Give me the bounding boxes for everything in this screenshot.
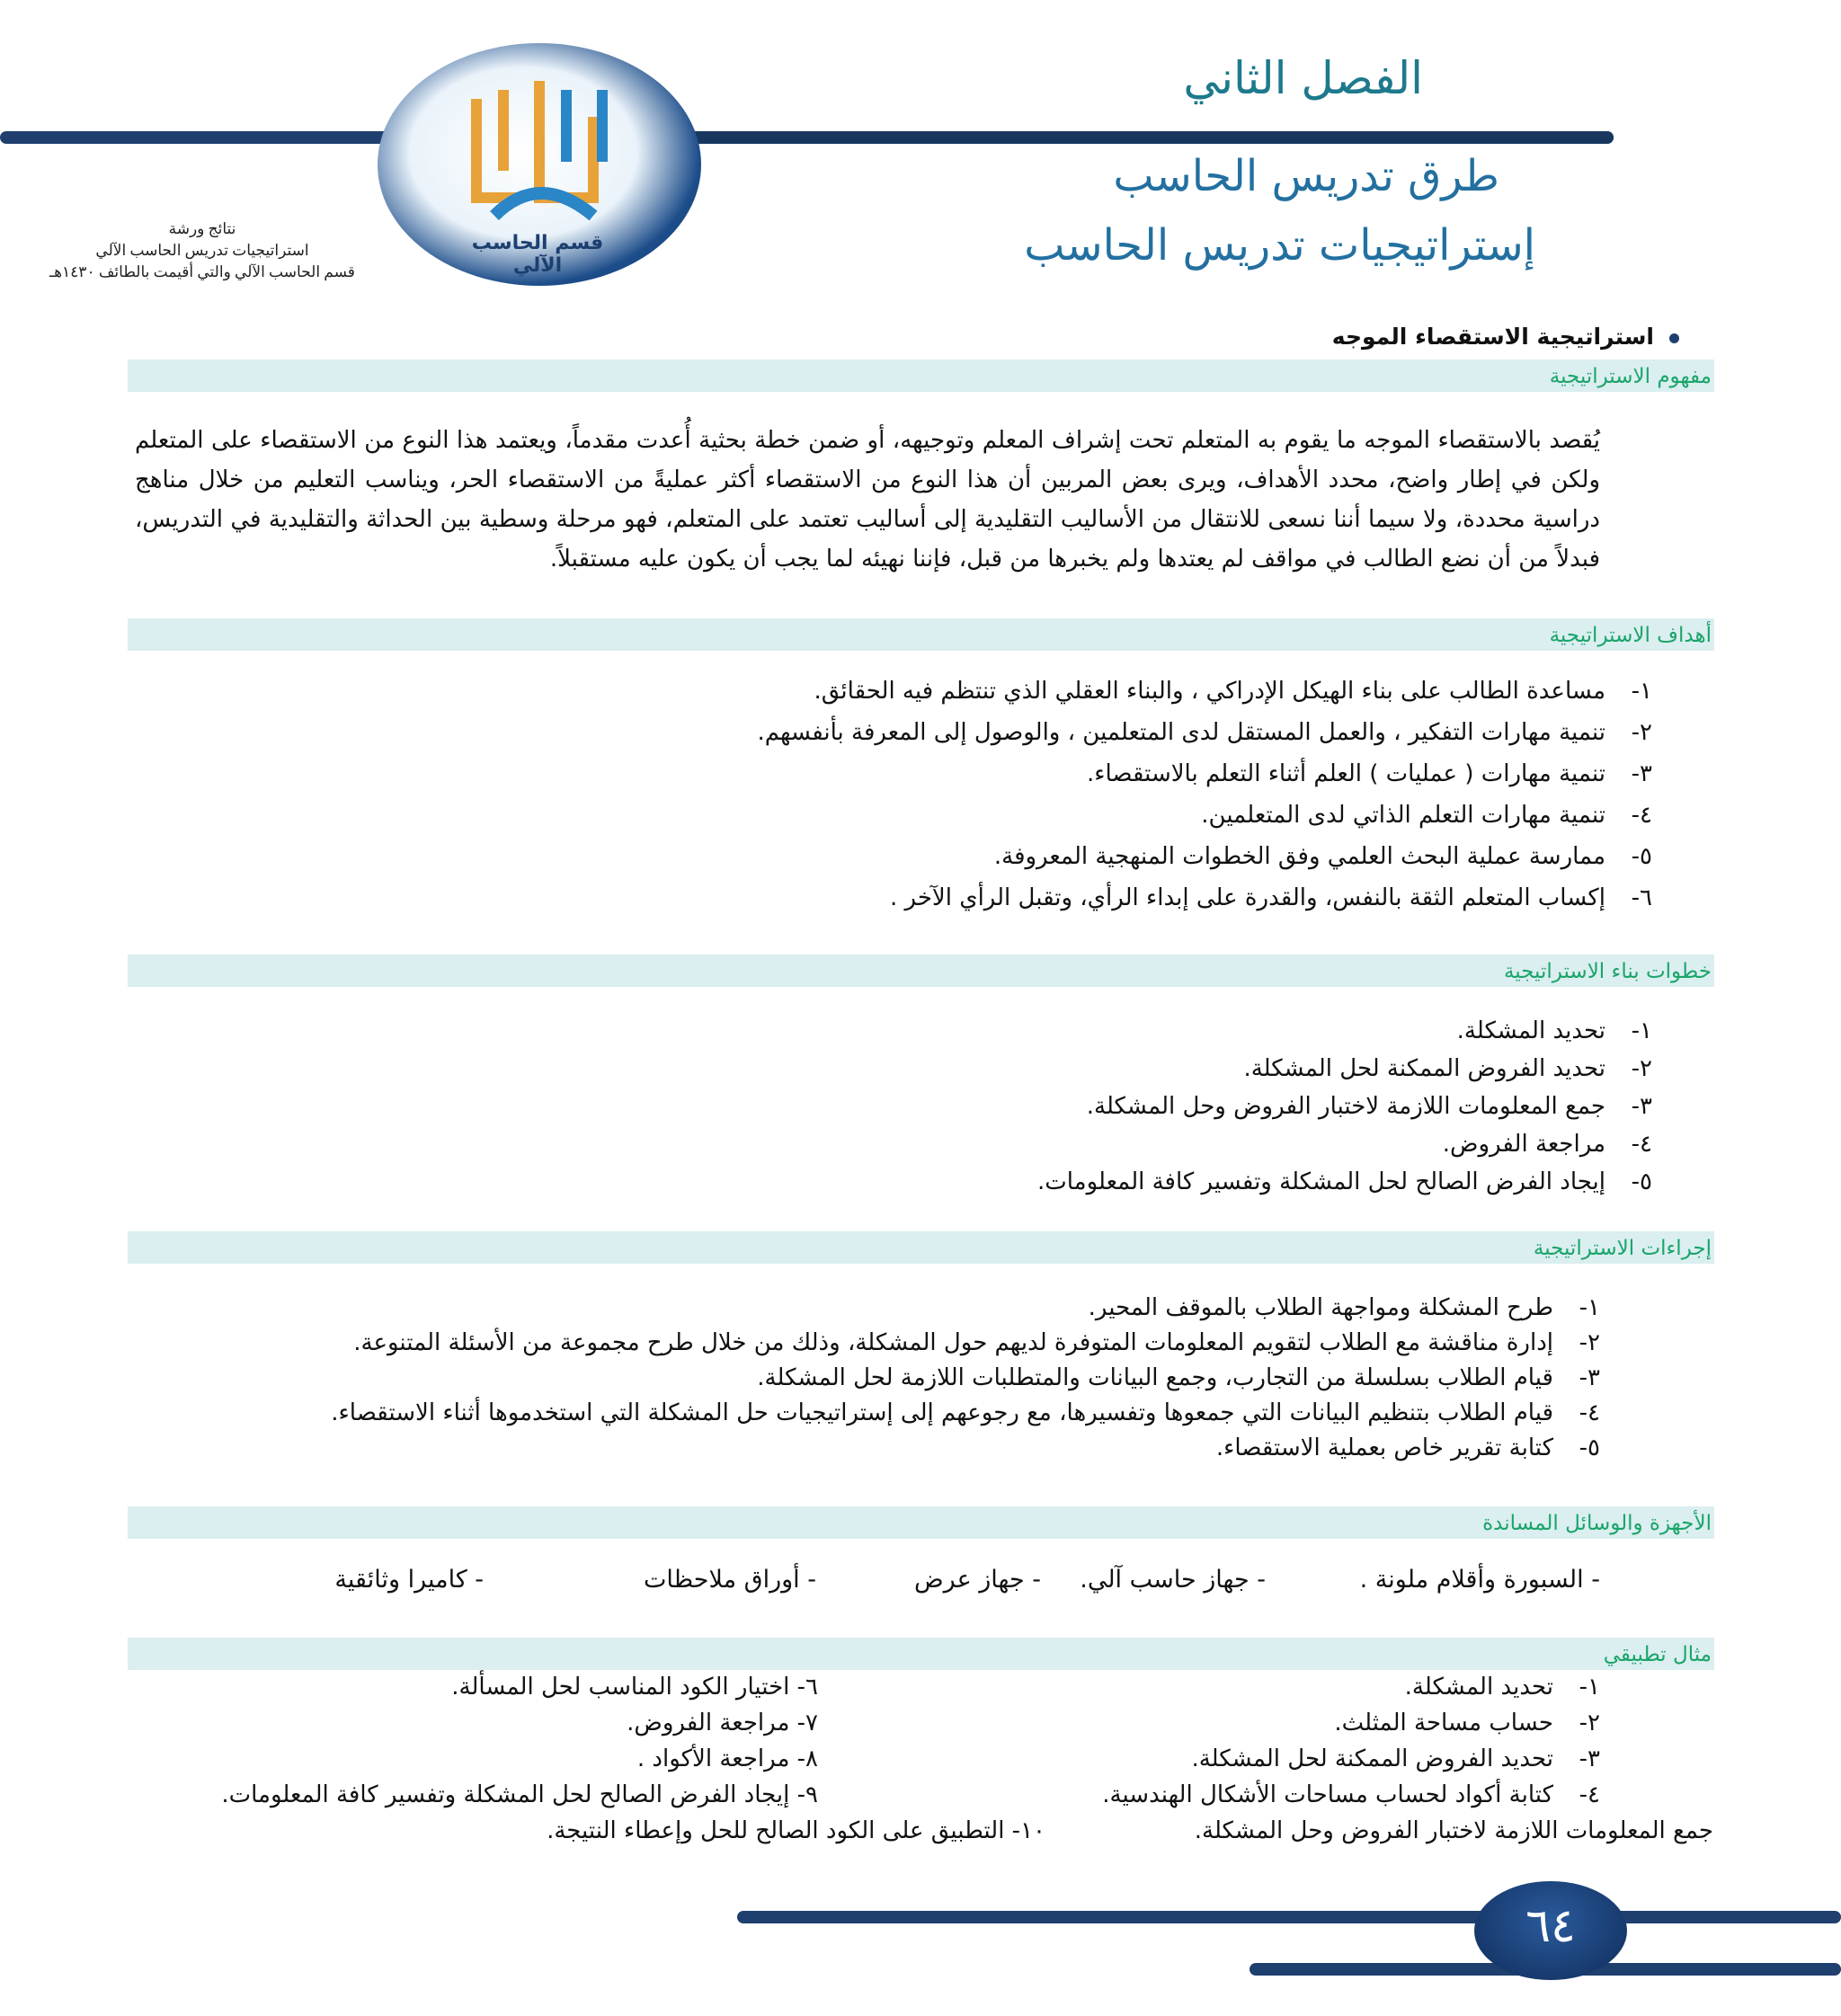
footer-bar-top (737, 1911, 1841, 1923)
example-item: ٩- إيجاد الفرض الصالح لحل المشكلة وتفسير كافة المعلومات. (221, 1781, 818, 1808)
band-tools (128, 1506, 1714, 1539)
book-subtitle: إستراتيجيات تدريس الحاسب (1024, 220, 1535, 271)
band-procedures-label: إجراءات الاستراتيجية (1533, 1237, 1712, 1260)
example-item: ٣-تحديد الفروض الممكنة لحل المشكلة. (1191, 1745, 1600, 1772)
section-heading: استراتيجية الاستقصاء الموجه (1331, 324, 1654, 350)
workshop-line-1: نتائج ورشة (168, 220, 236, 237)
band-goals (128, 618, 1714, 651)
list-item: ١-مساعدة الطالب على بناء الهيكل الإدراكي ، والبناء العقلي الذي تنتظم فيه الحقائق. (814, 678, 1652, 705)
example-item: ١-تحديد المشكلة. (1404, 1674, 1600, 1701)
example-item: ٢-حساب مساحة المثلث. (1334, 1710, 1600, 1736)
list-item: ٥-إيجاد الفرض الصالح لحل المشكلة وتفسير كافة المعلومات. (1036, 1168, 1652, 1195)
list-item: ٣-تنمية مهارات ( عمليات ) العلم أثناء التعلم بالاستقصاء. (1086, 760, 1652, 787)
band-steps (128, 955, 1714, 987)
band-example (128, 1638, 1714, 1670)
band-goals-label: أهداف الاستراتيجية (1549, 624, 1712, 647)
list-item: ٤-مراجعة الفروض. (1442, 1131, 1652, 1158)
chapter-title: الفصل الثاني (1183, 52, 1423, 104)
tool-item: - السبورة وأقلام ملونة . (1359, 1566, 1600, 1594)
list-item: ٣-جمع المعلومات اللازمة لاختبار الفروض وحل المشكلة. (1086, 1093, 1652, 1120)
concept-paragraph: يُقصد بالاستقصاء الموجه ما يقوم به المتعلم تحت إشراف المعلم وتوجيهه، أو ضمن خطة بحثية أُعدت مقدماً، ويعتمد هذا النوع من الاستقصاء على المتعلم ولكن في إطار واضح، محدد الأهداف، ويرى بعض المربين أن هذا النوع من الاستقصاء أكثر عمليةً من الاستقصاء الحر، ويناسب التعليم من خلال مناهج دراسية محددة، ولا سيما أننا نسعى للانتقال من الأساليب التقليدية إلى أساليب تعتمد على المتعلم، فهو مرحلة وسطية بين الحداثة والتقليدية في التدريس، فبدلاً من أن نضع الطالب في مواقف لم يعتدها ولم يخبرها من قبل، فإننا نهيئه لما يجب أن يكون عليه مستقبلاً. (135, 427, 1600, 573)
list-item: ٥-ممارسة عملية البحث العلمي وفق الخطوات المنهجية المعروفة. (993, 843, 1652, 870)
list-item: ٥-كتابة تقرير خاص بعملية الاستقصاء. (1215, 1434, 1600, 1461)
example-item: ٤-كتابة أكواد لحساب مساحات الأشكال الهندسية. (1102, 1781, 1600, 1808)
list-item: ٢-تحديد الفروض الممكنة لحل المشكلة. (1243, 1055, 1652, 1082)
list-item: ١-تحديد المشكلة. (1456, 1017, 1652, 1044)
example-item: جمع المعلومات اللازمة لاختبار الفروض وحل المشكلة. (1194, 1817, 1713, 1844)
book-title: طرق تدريس الحاسب (1113, 151, 1499, 201)
list-item: ٤-تنمية مهارات التعلم الذاتي لدى المتعلمين. (1201, 802, 1652, 829)
tool-item: - كاميرا وثائقية (334, 1566, 484, 1594)
list-item: ٦-إكساب المتعلم الثقة بالنفس، والقدرة على إبداء الرأي، وتقبل الرأي الآخر . (889, 884, 1652, 911)
band-steps-label: خطوات بناء الاستراتيجية (1503, 960, 1712, 983)
list-item: ٣-قيام الطلاب بسلسلة من التجارب، وجمع البيانات والمتطلبات اللازمة لحل المشكلة. (757, 1364, 1600, 1391)
example-item: ٦- اختيار الكود المناسب لحل المسألة. (451, 1674, 818, 1701)
workshop-note (27, 218, 378, 283)
workshop-line-3: قسم الحاسب الآلي والتي أقيمت بالطائف ١٤٣٠هـ (49, 263, 355, 280)
example-item: ٧- مراجعة الفروض. (627, 1710, 818, 1736)
list-item: ١-طرح المشكلة ومواجهة الطلاب بالموقف المحير. (1088, 1294, 1600, 1321)
band-concept-label: مفهوم الاستراتيجية (1549, 365, 1712, 388)
example-item: ١٠- التطبيق على الكود الصالح للحل وإعطاء النتيجة. (547, 1817, 1045, 1844)
list-item: ٢-إدارة مناقشة مع الطلاب لتقويم المعلومات المتوفرة لديهم حول المشكلة، وذلك من خلال طرح مجموعة من الأسئلة المتنوعة. (353, 1329, 1600, 1356)
example-item: ٨- مراجعة الأكواد . (636, 1745, 818, 1772)
band-procedures (128, 1231, 1714, 1264)
logo-emblem-icon (440, 63, 638, 252)
list-item: ٢-تنمية مهارات التفكير ، والعمل المستقل لدى المتعلمين ، والوصول إلى المعرفة بأنفسهم. (757, 719, 1652, 746)
tool-item: - جهاز عرض (914, 1566, 1041, 1594)
list-item: ٤-قيام الطلاب بتنظيم البيانات التي جمعوها وتفسيرها، مع رجوعهم إلى إستراتيجيات حل المشكلة التي استخدموها أثناء الاستقصاء. (331, 1399, 1600, 1426)
tool-item: - أوراق ملاحظات (644, 1566, 816, 1594)
band-example-label: مثال تطبيقي (1603, 1643, 1712, 1666)
band-concept (128, 360, 1714, 392)
band-tools-label: الأجهزة والوسائل المساندة (1482, 1512, 1712, 1535)
header-bar-right (683, 131, 1614, 144)
bullet-icon (1669, 333, 1679, 343)
logo-caption: قسم الحاسب الآلي (471, 232, 604, 277)
workshop-line-2: استراتيجيات تدريس الحاسب الآلي (95, 242, 309, 259)
page-number: ٦٤ (1525, 1899, 1576, 1953)
tool-item: - جهاز حاسب آلي. (1080, 1566, 1266, 1594)
